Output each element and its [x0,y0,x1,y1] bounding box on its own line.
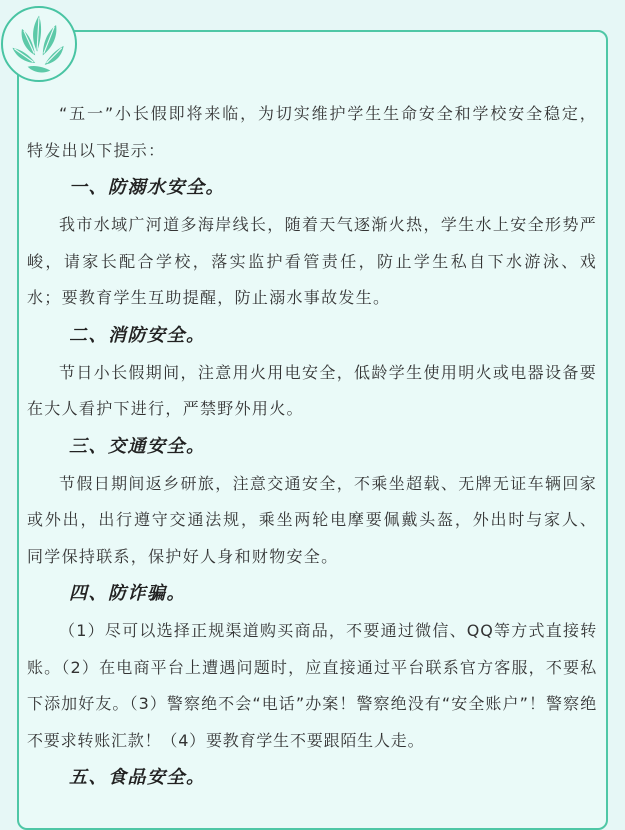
section-heading-fire: 二、消防安全。 [69,324,206,346]
section-heading-fraud: 四、防诈骗。 [69,583,186,604]
section-body-traffic: 节假日期间返乡研旅，注意交通安全，不乘坐超载、无牌无证车辆回家或外出，出行遵守交通法规，乘坐两轮电摩要佩戴头盔，外出时与家人、同学保持联系，保护好人身和财物安全。 [27,473,597,566]
section-heading-traffic: 三、交通安全。 [69,435,206,457]
notice-content [27,96,597,793]
section-heading-drowning: 一、防溺水安全。 [69,177,225,198]
section-body-fraud: （1）尽可以选择正规渠道购买商品，不要通过微信、QQ等方式直接转账。（2）在电商平台上遭遇问题时，应直接通过平台联系官方客服，不要私下添加好友。（3）警察绝不会“电话”办案！警察绝没有“安全账户”！警察绝不要求转账汇款！（4）要教育学生不要跟陌生人走。 [27,621,597,750]
bamboo-leaf-icon [1,6,77,82]
intro-paragraph: “五一”小长假即将来临，为切实维护学生生命安全和学校安全稳定，特发出以下提示： [27,104,597,160]
section-body-drowning: 我市水域广河道多海岸线长，随着天气逐渐火热，学生水上安全形势严峻，请家长配合学校，落实监护看管责任，防止学生私自下水游泳、戏水；要教育学生互助提醒，防止溺水事故发生。 [27,215,597,307]
section-body-fire: 节日小长假期间，注意用火用电安全，低龄学生使用明火或电器设备要在大人看护下进行，严禁野外用火。 [27,362,597,418]
section-heading-food: 五、食品安全。 [69,767,206,788]
